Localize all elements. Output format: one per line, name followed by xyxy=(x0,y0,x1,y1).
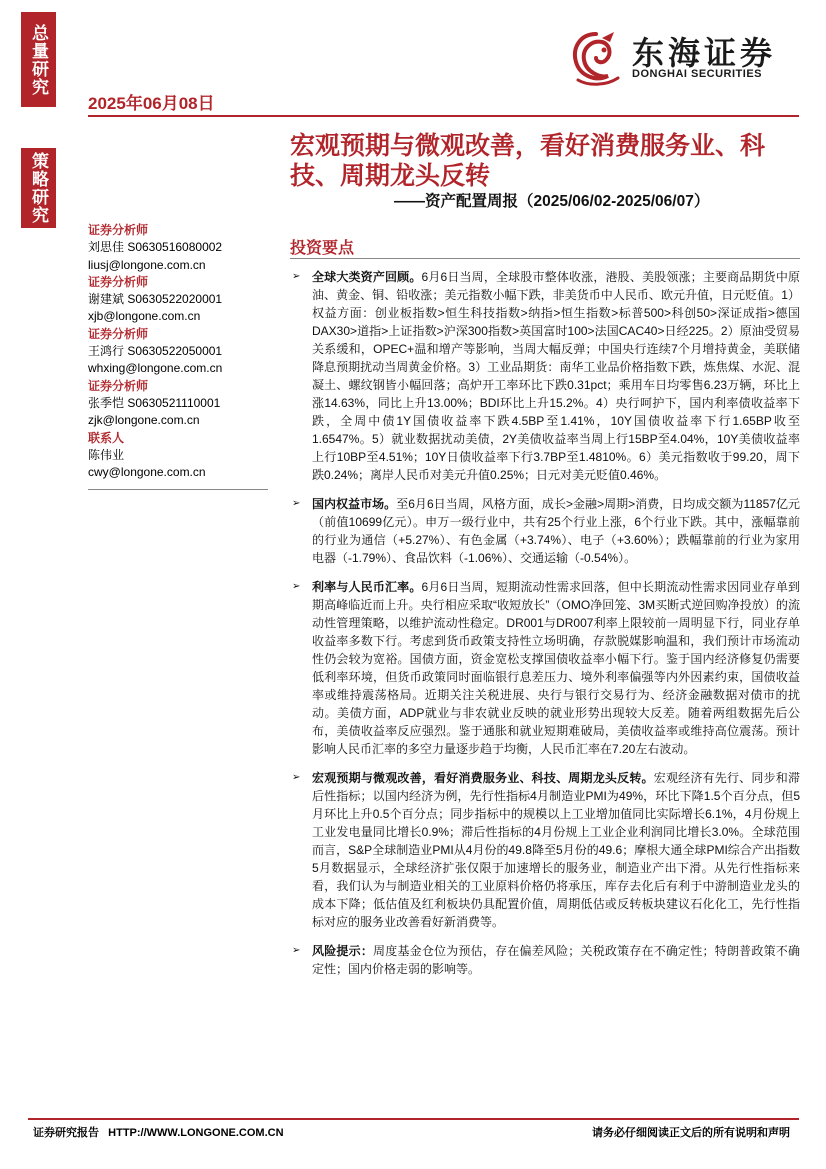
logo-text-cn: 东海证券 xyxy=(632,35,777,71)
footer-divider xyxy=(28,1118,799,1120)
analyst-role: 证券分析师 xyxy=(88,274,149,289)
bullet-arrow-icon: ➢ xyxy=(292,581,301,592)
key-point-lead: 国内权益市场。 xyxy=(312,497,397,511)
category-tab-label: 总量研究 xyxy=(29,23,48,96)
analyst-divider xyxy=(88,489,268,490)
analyst-name: 刘思佳 S0630516080002 xyxy=(88,240,223,255)
footer-disclaimer: 请务必仔细阅读正文后的所有说明和声明 xyxy=(592,1127,790,1139)
contact-entry xyxy=(88,430,268,482)
key-point-lead: 宏观预期与微观改善，看好消费服务业、科技、周期龙头反转。 xyxy=(312,771,654,785)
analyst-role: 证券分析师 xyxy=(88,326,149,341)
footer-website[interactable]: 证券研究报告 HTTP://WWW.LONGONE.COM.CN xyxy=(33,1127,284,1139)
key-points xyxy=(290,268,800,989)
key-point-text: 宏观经济有先行、同步和滞后性指标；以国内经济为例，先行性指标4月制造业PMI为49%，环比下降1.5个百分点，但5月环比上升0.5个百分点；同步指标中的规模以上工业增加值同比实际增长6.1%，4月份规上工业发电量同比增长0.9%；滞后性指标的4月份规上工业企业利润同比增长3.0%。全球范围而言，S&P全球制造业PMI从4月份的49.8降至5月份的49.6；摩根大通全球PMI综合产出指数5月数据显示，全球经济扩张仅限于加速增长的服务业，制造业产出下滑。从先行性指标来看，我们认为与制造业相关的工业原料价格仍将承压，库存去化后有利于中游制造业龙头的成本下降；低估值及红利板块仍具配置价值，周期低估或反转板块建议石化化工，先行性指标对应的服务业改善看好新消费等。 xyxy=(312,771,800,929)
analyst-email[interactable]: xjb@longone.com.cn xyxy=(88,309,201,324)
key-point-text: 至6月6日当周，风格方面，成长>金融>周期>消费，日均成交额为11857亿元（前值10699亿元）。申万一级行业中，共有25个行业上涨，6个行业下跌。其中，涨幅靠前的行业为通信（+5.27%）、有色金属（+3.74%）、电子（+3.60%）；跌幅靠前的行业为家用电器（-1.79%）、食品饮料（-1.06%）、交通运输（-0.54%）。 xyxy=(312,497,800,565)
key-point-text: 6月6日当周，短期流动性需求回落，但中长期流动性需求因同业存单到期高峰临近而上升。央行相应采取“收短放长”（OMO净回笼、3M买断式逆回购净投放）的流动性管理策略，以维护流动性稳定。DR001与DR007利率上限较前一周明显下行，同业存单收益率多数下行。考虑到货币政策支持性立场明确，存款脱媒影响温和，我们预计市场流动性仍会较为宽裕。国债方面，资金宽松支撑国债收益率小幅下行。鉴于国内经济修复仍需要低利率环境，但货币政策同时面临银行息差压力、境外利率偏强等内外因素约束，国债收益率或维持震荡格局。近期关注关税进展、央行与银行交易行为、经济金融数据对债市的扰动。美债方面，ADP就业与非农就业反映的就业形势出现较大反差。随着两组数据先后公布，美债收益率反应强烈。鉴于通胀和就业短期难破局，美债收益率或维持高位震荡。预计影响人民币汇率的多空力量逐步趋于均衡，人民币汇率在7.20左右波动。 xyxy=(312,580,800,756)
analyst-name: 王鸿行 S0630522050001 xyxy=(88,344,223,359)
analyst-role: 证券分析师 xyxy=(88,223,149,237)
logo-text-en: DONGHAI SECURITIES xyxy=(632,68,763,80)
report-title: 宏观预期与微观改善，看好消费服务业、科技、周期龙头反转 xyxy=(290,132,766,190)
analyst-email[interactable]: whxing@longone.com.cn xyxy=(88,361,223,376)
section-divider xyxy=(290,258,800,259)
section-heading: 投资要点 xyxy=(290,240,355,257)
key-point-lead: 利率与人民币汇率。 xyxy=(312,580,422,594)
donghai-logo xyxy=(566,28,796,88)
bullet-arrow-icon: ➢ xyxy=(292,271,301,282)
bullet-arrow-icon: ➢ xyxy=(292,498,301,509)
analyst-name: 张季恺 S0630521110001 xyxy=(88,395,221,410)
analyst-entry xyxy=(88,274,268,326)
analyst-entry xyxy=(88,222,268,274)
key-point xyxy=(290,495,800,567)
report-date: 2025年06月08日 xyxy=(88,94,215,113)
key-point-lead: 全球大类资产回顾。 xyxy=(312,270,422,284)
dragon-emblem-icon xyxy=(566,28,628,88)
contact-head: 联系人 xyxy=(88,430,125,445)
category-tab-label: 策略研究 xyxy=(29,152,48,224)
analyst-entry xyxy=(88,378,268,430)
analyst-name: 谢建斌 S0630522020001 xyxy=(88,292,223,307)
category-tab-macro xyxy=(21,12,56,107)
report-subtitle: ——资产配置周报（2025/06/02-2025/06/07） xyxy=(394,193,710,210)
key-point-lead: 风险提示： xyxy=(312,944,374,958)
bullet-arrow-icon: ➢ xyxy=(292,945,301,956)
analyst-list xyxy=(88,222,268,481)
analyst-role: 证券分析师 xyxy=(88,378,149,393)
category-tab-strategy xyxy=(21,148,56,228)
header-divider xyxy=(88,115,799,117)
analyst-email[interactable]: liusj@longone.com.cn xyxy=(88,257,206,272)
key-point xyxy=(290,268,800,484)
analyst-entry xyxy=(88,326,268,378)
analyst-email[interactable]: zjk@longone.com.cn xyxy=(88,413,200,428)
bullet-arrow-icon: ➢ xyxy=(292,772,301,783)
contact-email[interactable]: cwy@longone.com.cn xyxy=(88,465,206,480)
key-point-text: 周度基金仓位为预估，存在偏差风险；关税政策存在不确定性；特朗普政策不确定性；国内价格走弱的影响等。 xyxy=(312,944,800,976)
key-point xyxy=(290,942,800,978)
contact-name: 陈伟业 xyxy=(88,447,125,462)
key-point xyxy=(290,578,800,758)
key-point-text: 6月6日当周，全球股市整体收涨，港股、美股领涨；主要商品期货中原油、黄金、铜、铅收涨；美元指数小幅下跌，非美货币中人民币、欧元升值，日元贬值。1）权益方面：创业板指数>恒生科技指数>纳指>恒生指数>标普500>科创50>深证成指>德国DAX30>道指>上证指数>沪深300指数>英国富时100>法国CAC40>日经225。2）原油受贸易关系缓和，OPEC+温和增产等影响，当周大幅反弹；中国央行连续7个月增持黄金，美联储降息预期扰动当周黄金价格。3）工业品期货：南华工业品价格指数下跌，炼焦煤、水泥、混凝土、螺纹钢皆小幅回落；高炉开工率环比下跌0.31pct；乘用车日均零售6.23万辆，环比上涨14.63%，同比上升13.00%；BDI环比上升15.2%。4）央行呵护下，国内利率债收益率下跌，全周中债1Y国债收益率下跌4.5BP至1.41%，10Y国债收益率下行1.65BP收至1.6547%。5）就业数据扰动美债，2Y美债收益率当周上行15BP至4.04%，10Y美债收益率上行10BP至4.51%；10Y日债收益率下行3.7BP至1.4810%。6）美元指数收于99.20，周下跌0.24%；离岸人民币对美元升值0.25%；日元对美元贬值0.46%。 xyxy=(312,270,800,482)
key-point xyxy=(290,769,800,931)
